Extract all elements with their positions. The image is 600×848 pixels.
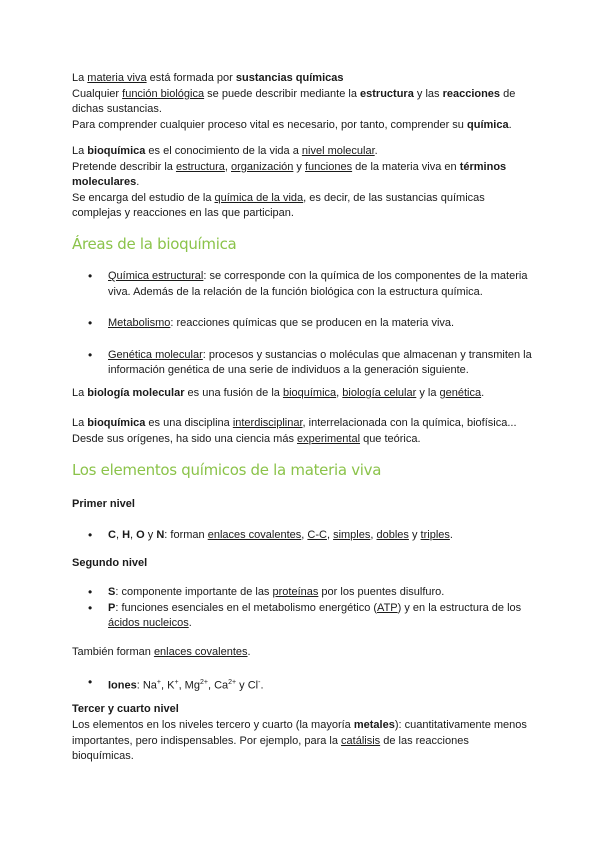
level-two-title: Segundo nivel [72,557,148,569]
list-item: • C, H, O y N: forman enlaces covalentes, C-C, simples, dobles y triples. [72,528,532,544]
also-paragraph: También forman enlaces covalentes. [72,646,251,658]
list-item: • Metabolismo: reacciones químicas que se producen en la materia viva. [72,316,532,332]
biochemistry-paragraph: La bioquímica es una disciplina interdisciplinar, interrelacionada con la química, biofísica... Desde sus orígenes, ha sido una ciencia más experimental que teórica. [72,417,517,445]
level-one-title: Primer nivel [72,498,135,510]
list-item: • Iones: Na+, K+, $Mg^{2+}$, $Ca^{2+}$ y Cl-. [72,675,532,694]
level-three-four-paragraph: Los elementos en los niveles tercero y cuarto (la mayoría metales): cuantitativamente menos importantes, pero indispensables. Por ejemplo, para la catálisis de las reacciones bioquímicas. [72,719,527,762]
level-three-four-title: Tercer y cuarto nivel [72,703,179,715]
list-item: • P: funciones esenciales en el metabolismo energético (ATP) y en la estructura de los ácidos nucleicos. [72,601,532,632]
areas-list [72,269,532,379]
molecular-biology-paragraph: La biología molecular es una fusión de la bioquímica, biología celular y la genética. [72,387,485,399]
ions-list [72,675,532,694]
list-item: • Genética molecular: procesos y sustancias o moléculas que almacenan y transmiten la información genética de una serie de individuos a la generación siguiente. [72,348,532,379]
section-title-areas: Áreas de la bioquímica [72,235,237,253]
list-item: • S: componente importante de las proteínas por los puentes disulfuro. [72,585,532,601]
definition-paragraph: La bioquímica es el conocimiento de la vida a nivel molecular. Pretende describir la estructura, organización y funciones de la materia viva en términos moleculares. Se encarga del estudio de la química de la vida, es decir, de las sustancias químicas complejas y reacciones en las que participan. [72,145,507,219]
intro-paragraph: La materia viva está formada por sustancias químicas Cualquier función biológica se puede describir mediante la estructura y las reacciones de dichas sustancias. Para comprender cualquier proceso vital es necesario, por tanto, comprender su química. [72,72,516,131]
level-one-list [72,528,532,544]
list-item: • Química estructural: se corresponde con la química de los componentes de la materia viva. Además de la relación de la función biológica con la estructura química. [72,269,532,300]
section-title-elements: Los elementos químicos de la materia viva [72,461,382,479]
level-two-list [72,585,532,632]
